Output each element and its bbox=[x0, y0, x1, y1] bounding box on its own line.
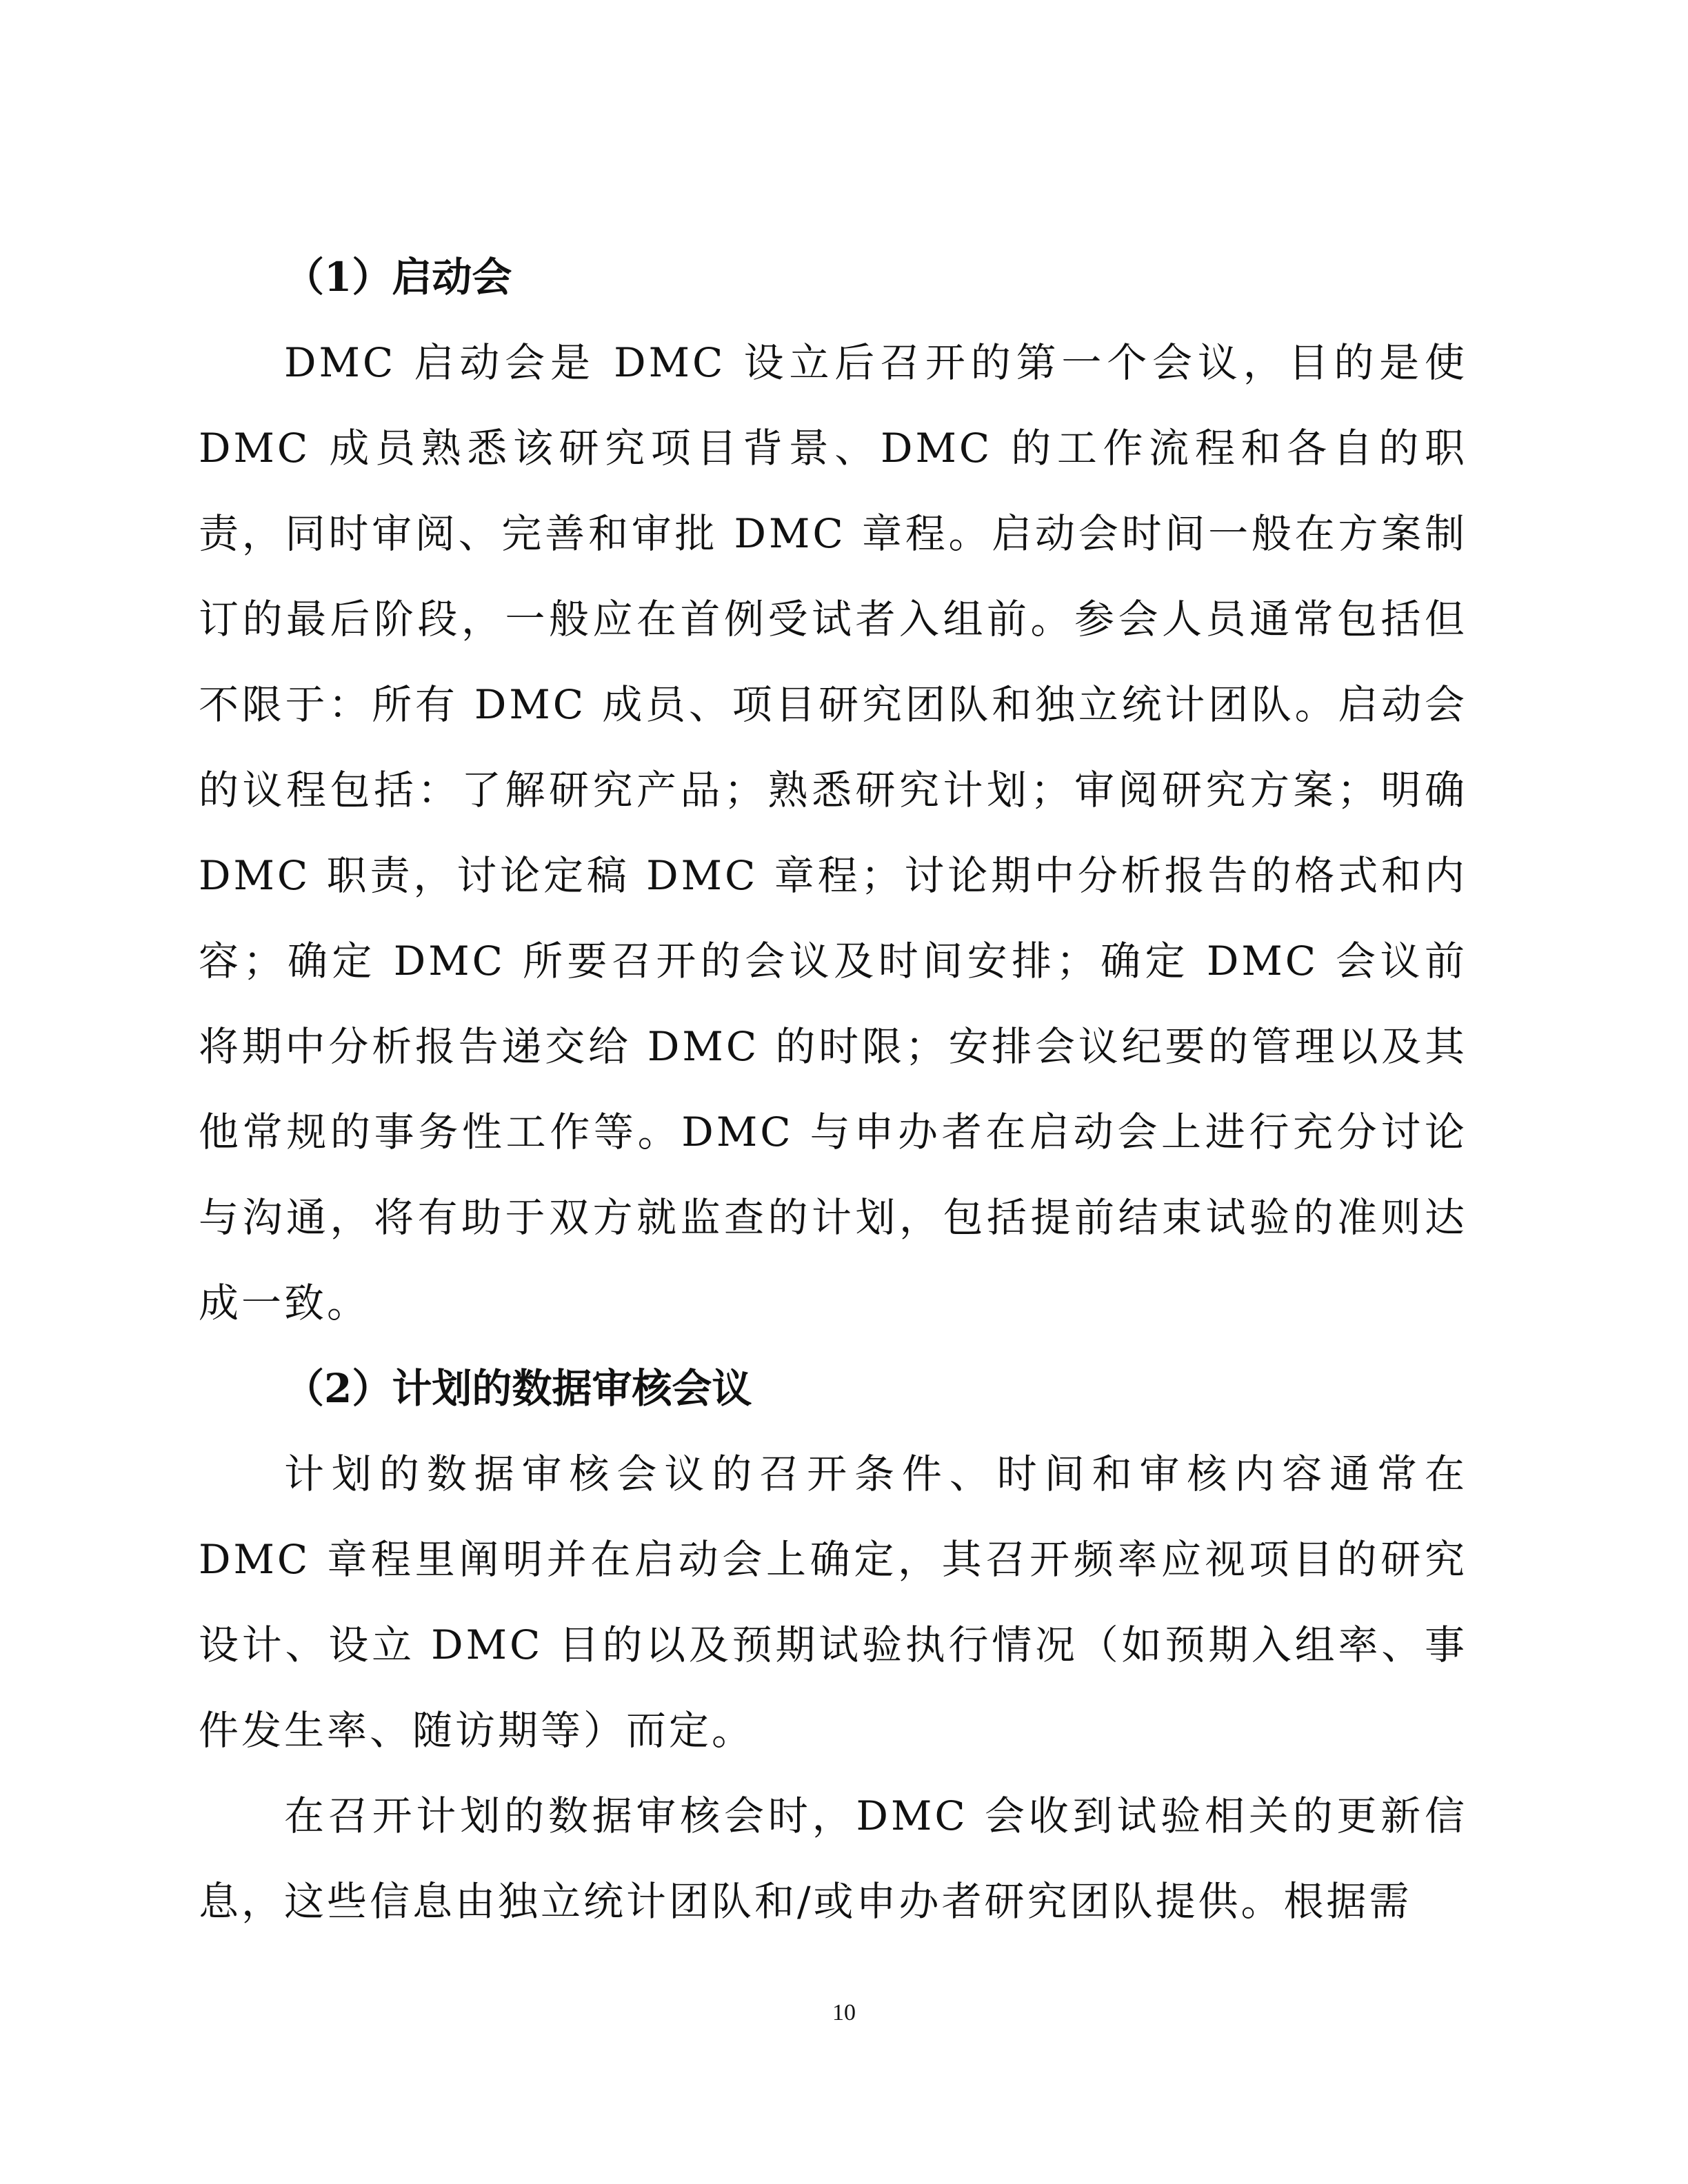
document-body bbox=[199, 234, 1467, 1944]
paragraph-kickoff: DMC 启动会是 DMC 设立后召开的第一个会议，目的是使 DMC 成员熟悉该研究项目背景、DMC 的工作流程和各自的职责，同时审阅、完善和审批 DMC 章程。启动会时间一般在方案制订的最后阶段，一般应在首例受试者入组前。参会人员通常包括但不限于：所有 DMC 成员、项目研究团队和独立统计团队。启动会的议程包括：了解研究产品；熟悉研究计划；审阅研究方案；明确 DMC 职责，讨论定稿 DMC 章程；讨论期中分析报告的格式和内容；确定 DMC 所要召开的会议及时间安排；确定 DMC 会议前将期中分析报告递交给 DMC 的时限；安排会议纪要的管理以及其他常规的事务性工作等。DMC 与申办者在启动会上进行充分讨论与沟通，将有助于双方就监查的计划，包括提前结束试验的准则达成一致。 bbox=[199, 339, 1467, 1326]
page-number: 10 bbox=[832, 2000, 856, 2025]
paragraph-planned-review-1: 计划的数据审核会议的召开条件、时间和审核内容通常在 DMC 章程里阐明并在启动会上确定，其召开频率应视项目的研究设计、设立 DMC 目的以及预期试验执行情况（如预期入组率、事件发生率、随访期等）而定。 bbox=[199, 1450, 1467, 1754]
section-heading-planned-review: （2）计划的数据审核会议 bbox=[284, 1365, 752, 1412]
section-heading-kickoff: （1）启动会 bbox=[284, 254, 512, 301]
paragraph-planned-review-2: 在召开计划的数据审核会时，DMC 会收到试验相关的更新信息，这些信息由独立统计团队和/或申办者研究团队提供。根据需 bbox=[199, 1792, 1467, 1925]
